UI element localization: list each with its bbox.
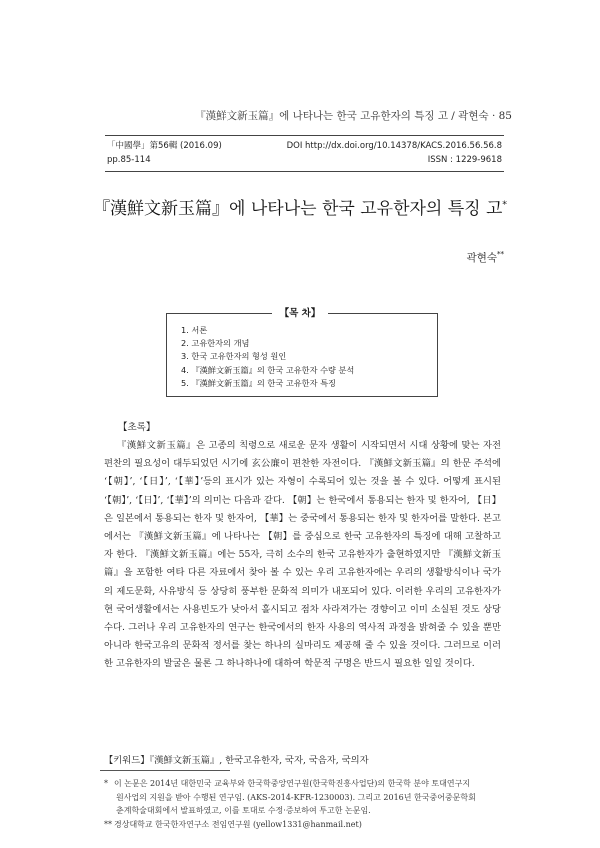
toc-item[interactable]: 4. 『漢鮮文新玉篇』의 한국 고유한자 수량 분석 bbox=[181, 364, 355, 375]
toc-heading-wrap bbox=[0, 301, 600, 320]
footnote-line: 이 논문은 2014년 대한민국 교육부와 한국학중앙연구원(한국학진흥사업단)의 한국학 분야 토대연구지 bbox=[114, 779, 471, 788]
journal-issue: 「中國學」第56輯 (2016.09) bbox=[107, 141, 222, 151]
doi-link[interactable]: DOI http://dx.doi.org/10.14378/KACS.2016.56.56.8 bbox=[286, 141, 502, 151]
toc-item[interactable]: 2. 고유한자의 개념 bbox=[181, 338, 250, 349]
keywords-text: 『漢鮮文新玉篇』, 한국고유한자, 국자, 국음자, 국의자 bbox=[149, 755, 369, 766]
issn: ISSN : 1229-9618 bbox=[427, 155, 502, 165]
footnote-line: 원사업의 지원을 받아 수행된 연구임. (AKS-2014-KFR-1230003). 그리고 2016년 한국중어중문학회 bbox=[116, 792, 476, 802]
abstract-text: 『漢鮮文新玉篇』은 고종의 칙령으로 새로운 문자 생활이 시작되면서 시대 상황에 맞는 자전 편찬의 필요성이 대두되었던 시기에 玄公廉이 편찬한 자전이다. 『漢鮮文新玉篇』의 한문 주석에 ‘【朝】’, ‘【日】’, ‘【華】’등의 표시가 있는 자형이 수록되어 있는 것을 볼 수 있다. 어떻게 표시된 ‘【朝】’, ‘【日】’, ‘【華】’의 의미는 다음과 같다. 【朝】는 한국에서 통용되는 한자 및 한자어, 【日】은 일본에서 통용되는 한자 및 한자어, 【華】는 중국에서 통용되는 한자 및 한자어를 말한다. 본고에서는 『漢鮮文新玉篇』에 나타나는 【朝】를 중심으로 한국 고유한자의 특징에 대해 고찰하고자 한다. 『漢鮮文新玉篇』에는 55자, 극히 소수의 한국 고유한자가 출현하였지만 『漢鮮文新玉篇』을 포함한 여타 다른 자료에서 찾아 볼 수 있는 우리 고유한자에는 우리의 생활방식이나 국가의 제도문화, 사유방식 등 상당히 풍부한 문화적 의미가 내포되어 있다. 이러한 우리의 고유한자가 현 국어생활에서는 사용빈도가 낮아서 홀시되고 점차 사라져가는 경향이고 이미 소실된 것도 상당수다. 그러나 우리 고유한자의 연구는 한국에서의 한자 사용의 역사적 과정을 밝혀줄 수 있을 뿐만 아니라 한국고유의 문화적 정서를 찾는 하나의 실마리도 제공해 줄 수 있을 것이다. 그러므로 이러한 고유한자의 발굴은 물론 그 하나하나에 대하여 학문적 구명은 반드시 필요한 일일 것이다. bbox=[104, 440, 501, 670]
footnote-author bbox=[104, 818, 504, 832]
footnote-line: 경상대학교 한국한자연구소 전임연구원 (yellow1331@hanmail.net) bbox=[114, 820, 362, 829]
footnote-divider bbox=[100, 770, 230, 771]
keywords-label: 【키워드】 bbox=[104, 755, 150, 766]
toc-item[interactable]: 1. 서론 bbox=[181, 325, 208, 335]
footnote-mark: * bbox=[104, 779, 108, 788]
journal-info bbox=[105, 135, 504, 172]
keywords bbox=[104, 752, 504, 766]
author-name: 곽현숙 bbox=[466, 252, 497, 264]
abstract-label: 【초록】 bbox=[118, 422, 156, 433]
page-range: pp.85-114 bbox=[107, 155, 151, 165]
author-footnote-mark[interactable]: ** bbox=[497, 250, 504, 259]
paper-title bbox=[0, 194, 600, 219]
footnote-mark: ** bbox=[104, 820, 112, 829]
toc-item[interactable]: 3. 한국 고유한자의 형성 원인 bbox=[181, 351, 287, 362]
title-footnote-mark[interactable]: * bbox=[502, 200, 507, 211]
running-head: 『漢鮮文新玉篇』에 나타나는 한국 고유한자의 특징 고 / 곽현숙 · 85 bbox=[195, 110, 512, 122]
author bbox=[467, 250, 504, 265]
footnote-funding bbox=[104, 777, 504, 818]
toc-item[interactable]: 5. 『漢鮮文新玉篇』의 한국 고유한자 특징 bbox=[181, 377, 336, 388]
footnote-line: 춘계학술대회에서 발표하였고, 이를 토대로 수정·증보하여 투고한 논문임. bbox=[116, 806, 371, 815]
paper-title-text: 『漢鮮文新玉篇』에 나타나는 한국 고유한자의 특징 고 bbox=[93, 199, 503, 219]
toc-heading: 【목 차】 bbox=[272, 308, 329, 319]
table-of-contents bbox=[166, 313, 438, 397]
